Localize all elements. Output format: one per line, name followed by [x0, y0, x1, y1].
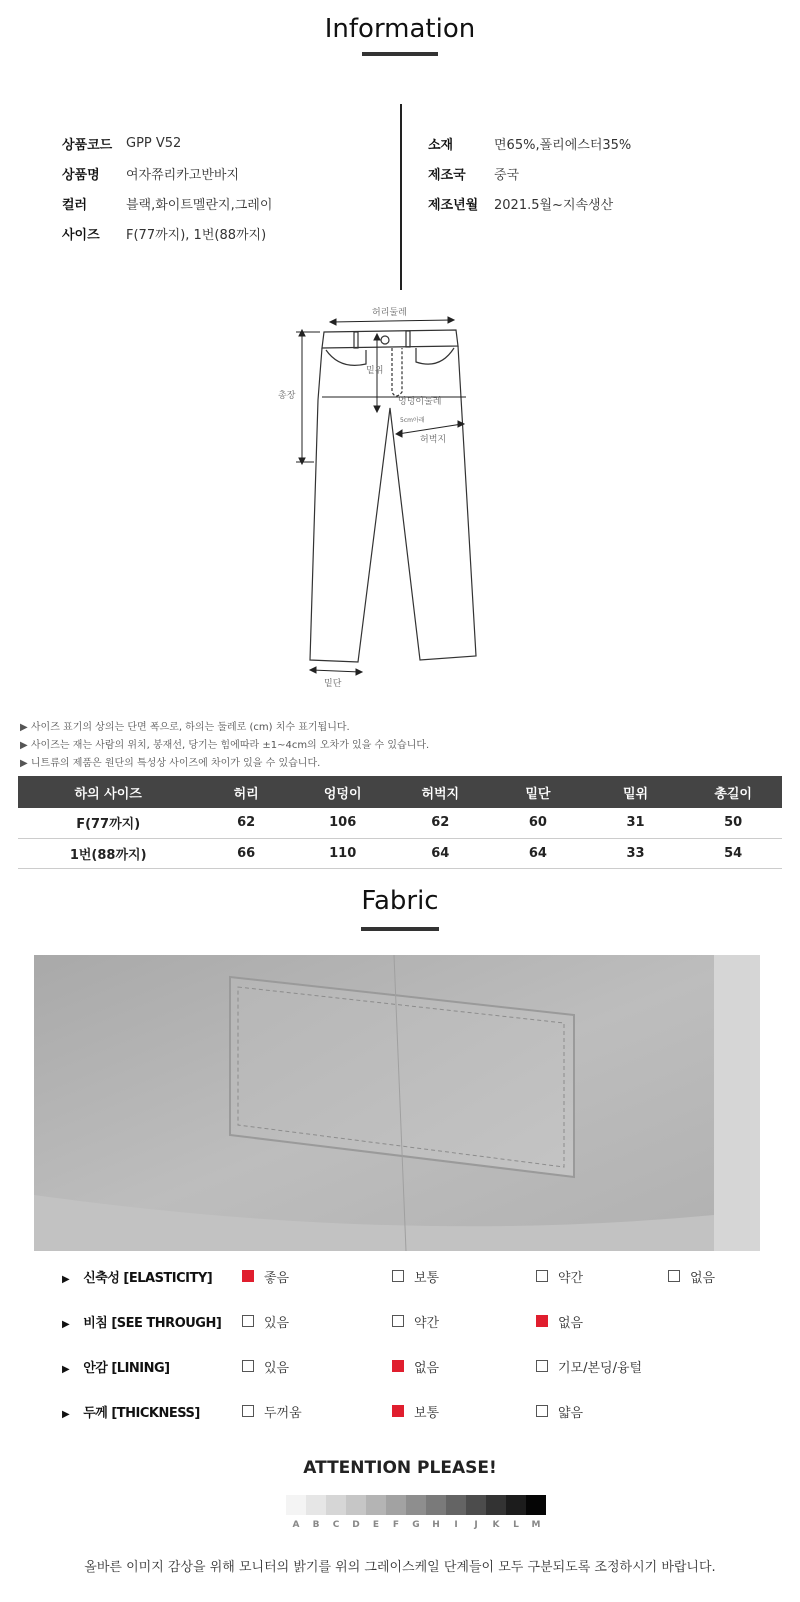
table-row	[18, 808, 782, 838]
table-header-cell: 엉덩이	[294, 776, 392, 808]
fabric-photo	[34, 955, 760, 1251]
property-option	[668, 1267, 715, 1286]
fabric-title-underline	[361, 927, 439, 931]
property-label-text: 두께 [THICKNESS]	[83, 1405, 200, 1421]
info-row	[62, 128, 272, 158]
property-option	[242, 1402, 302, 1421]
pants-size-diagram	[280, 300, 520, 705]
property-option-label: 좋음	[264, 1270, 290, 1286]
diagram-label-rise: 밑위	[366, 366, 384, 376]
diagram-label-waist: 허리둘레	[372, 308, 407, 318]
property-option-label: 보통	[414, 1405, 440, 1421]
table-cell: 62	[198, 808, 294, 838]
property-option	[392, 1357, 439, 1376]
info-value: 면65%,폴리에스터35%	[494, 137, 632, 153]
checkbox-icon	[536, 1405, 548, 1417]
grayscale-label: E	[372, 1520, 380, 1530]
info-left-column	[62, 128, 272, 248]
property-label-text: 비침 [SEE THROUGH]	[83, 1315, 222, 1331]
property-option-label: 약간	[414, 1315, 440, 1331]
grayscale-label: A	[292, 1520, 300, 1530]
checkbox-icon	[242, 1360, 254, 1372]
property-option-label: 없음	[690, 1270, 716, 1286]
info-row	[428, 128, 631, 158]
property-option	[536, 1402, 583, 1421]
diagram-label-thigh: 허벅지	[420, 435, 447, 445]
table-cell: 1번(88까지)	[18, 838, 198, 868]
arrow-icon: ▶	[62, 1363, 70, 1375]
property-option	[536, 1267, 583, 1286]
property-option	[392, 1312, 439, 1331]
monitor-advice: 올바른 이미지 감상을 위해 모니터의 밝기를 위의 그레이스케일 단계들이 모두 구분되도록 조정하시기 바랍니다.	[84, 1560, 716, 1575]
grayscale-step	[346, 1495, 366, 1515]
grayscale-step	[446, 1495, 466, 1515]
grayscale-bar	[286, 1495, 546, 1515]
property-row	[62, 1354, 762, 1378]
info-label: 상품명	[62, 167, 100, 183]
grayscale-labels	[286, 1520, 546, 1530]
property-option	[242, 1312, 289, 1331]
info-value: 중국	[494, 167, 520, 183]
note-2: ▶ 사이즈는 재는 사람의 위치, 봉재선, 당기는 힘에따라 ±1~4cm의 오차가 있을 수 있습니다.	[20, 740, 430, 751]
grayscale-step	[466, 1495, 486, 1515]
checked-box-icon	[242, 1270, 254, 1282]
diagram-label-length: 총장	[278, 391, 296, 401]
grayscale-step	[406, 1495, 426, 1515]
table-cell: 60	[489, 808, 587, 838]
info-right-column	[428, 128, 631, 218]
checkbox-icon	[536, 1360, 548, 1372]
attention-title: ATTENTION PLEASE!	[303, 1458, 497, 1478]
table-cell: 64	[489, 838, 587, 868]
table-header-row	[18, 776, 782, 808]
arrow-icon: ▶	[62, 1273, 70, 1285]
table-cell: F(77까지)	[18, 808, 198, 838]
grayscale-label: C	[332, 1520, 340, 1530]
table-header-cell: 허리	[198, 776, 294, 808]
diagram-label-thigh-note: 5cm아래	[400, 417, 425, 424]
property-label-text: 안감 [LINING]	[83, 1360, 170, 1376]
property-row	[62, 1309, 762, 1333]
info-value: 여자쮸리카고반바지	[126, 167, 240, 183]
property-option	[392, 1267, 439, 1286]
property-row	[62, 1399, 762, 1423]
checked-box-icon	[392, 1405, 404, 1417]
size-notes	[20, 719, 429, 773]
property-option-label: 얇음	[558, 1405, 584, 1421]
table-header-cell: 허벅지	[391, 776, 489, 808]
note-3: ▶ 니트류의 제품은 원단의 특성상 사이즈에 차이가 있을 수 있습니다.	[20, 758, 321, 769]
info-row	[62, 158, 272, 188]
table-cell: 62	[391, 808, 489, 838]
property-row	[62, 1264, 762, 1288]
grayscale-step	[306, 1495, 326, 1515]
table-cell: 50	[684, 808, 782, 838]
grayscale-step	[366, 1495, 386, 1515]
property-option-label: 기모/본딩/융털	[558, 1360, 643, 1376]
info-value: 블랙,화이트멜란지,그레이	[126, 197, 273, 213]
table-cell: 31	[587, 808, 685, 838]
grayscale-label: G	[412, 1520, 420, 1530]
grayscale-step	[506, 1495, 526, 1515]
table-cell: 64	[391, 838, 489, 868]
info-row	[62, 188, 272, 218]
table-cell: 106	[294, 808, 392, 838]
checkbox-icon	[392, 1270, 404, 1282]
property-label	[62, 1357, 170, 1376]
checkbox-icon	[242, 1315, 254, 1327]
arrow-icon: ▶	[62, 1408, 70, 1420]
property-option	[242, 1357, 289, 1376]
table-cell: 66	[198, 838, 294, 868]
property-option	[536, 1357, 642, 1376]
info-divider	[400, 104, 402, 290]
property-option-label: 없음	[414, 1360, 440, 1376]
info-row	[428, 188, 631, 218]
table-row	[18, 838, 782, 868]
table-cell: 54	[684, 838, 782, 868]
grayscale-step	[286, 1495, 306, 1515]
property-label	[62, 1402, 200, 1421]
grayscale-label: K	[492, 1520, 500, 1530]
property-option-label: 없음	[558, 1315, 584, 1331]
checked-box-icon	[392, 1360, 404, 1372]
table-header-cell: 밑단	[489, 776, 587, 808]
grayscale-label: B	[312, 1520, 320, 1530]
table-header-cell: 밑위	[587, 776, 685, 808]
info-label: 컬러	[62, 197, 88, 213]
property-option	[536, 1312, 583, 1331]
property-option-label: 약간	[558, 1270, 584, 1286]
info-row	[428, 158, 631, 188]
property-option-label: 있음	[264, 1360, 290, 1376]
grayscale-label: I	[454, 1520, 458, 1530]
property-label	[62, 1312, 221, 1331]
title-underline	[362, 52, 438, 56]
arrow-icon: ▶	[62, 1318, 70, 1330]
property-option-label: 두꺼움	[264, 1405, 302, 1421]
grayscale-step	[486, 1495, 506, 1515]
grayscale-step	[426, 1495, 446, 1515]
info-label: 제조국	[428, 167, 466, 183]
grayscale-label: F	[392, 1520, 400, 1530]
grayscale-label: M	[531, 1520, 541, 1530]
table-cell: 110	[294, 838, 392, 868]
info-label: 제조년월	[428, 197, 479, 213]
grayscale-label: L	[513, 1520, 519, 1530]
property-label-text: 신축성 [ELASTICITY]	[83, 1270, 213, 1286]
info-value: GPP V52	[126, 135, 182, 151]
grayscale-step	[326, 1495, 346, 1515]
information-title: Information	[324, 14, 476, 44]
info-value: F(77까지), 1번(88까지)	[126, 227, 267, 243]
table-cell: 33	[587, 838, 685, 868]
diagram-label-hip: 엉덩이둘레	[398, 397, 442, 407]
info-label: 소재	[428, 137, 454, 153]
grayscale-label: H	[432, 1520, 440, 1530]
property-label	[62, 1267, 212, 1286]
checkbox-icon	[242, 1405, 254, 1417]
table-header-cell: 하의 사이즈	[18, 776, 198, 808]
grayscale-label: D	[352, 1520, 360, 1530]
note-1: ▶ 사이즈 표기의 상의는 단면 폭으로, 하의는 둘레로 (cm) 치수 표기됩니다.	[20, 722, 350, 733]
checkbox-icon	[536, 1270, 548, 1282]
fabric-title: Fabric	[361, 886, 439, 916]
info-value: 2021.5월~지속생산	[494, 197, 614, 213]
checked-box-icon	[536, 1315, 548, 1327]
grayscale-step	[526, 1495, 546, 1515]
diagram-label-hem: 밑단	[324, 679, 342, 689]
info-label: 사이즈	[62, 227, 100, 243]
property-option-label: 보통	[414, 1270, 440, 1286]
checkbox-icon	[668, 1270, 680, 1282]
info-row	[62, 218, 272, 248]
grayscale-label: J	[474, 1520, 478, 1530]
property-option	[242, 1267, 289, 1286]
table-header-cell: 총길이	[684, 776, 782, 808]
info-label: 상품코드	[62, 137, 113, 153]
size-table	[18, 776, 782, 869]
property-option	[392, 1402, 439, 1421]
checkbox-icon	[392, 1315, 404, 1327]
grayscale-step	[386, 1495, 406, 1515]
property-option-label: 있음	[264, 1315, 290, 1331]
